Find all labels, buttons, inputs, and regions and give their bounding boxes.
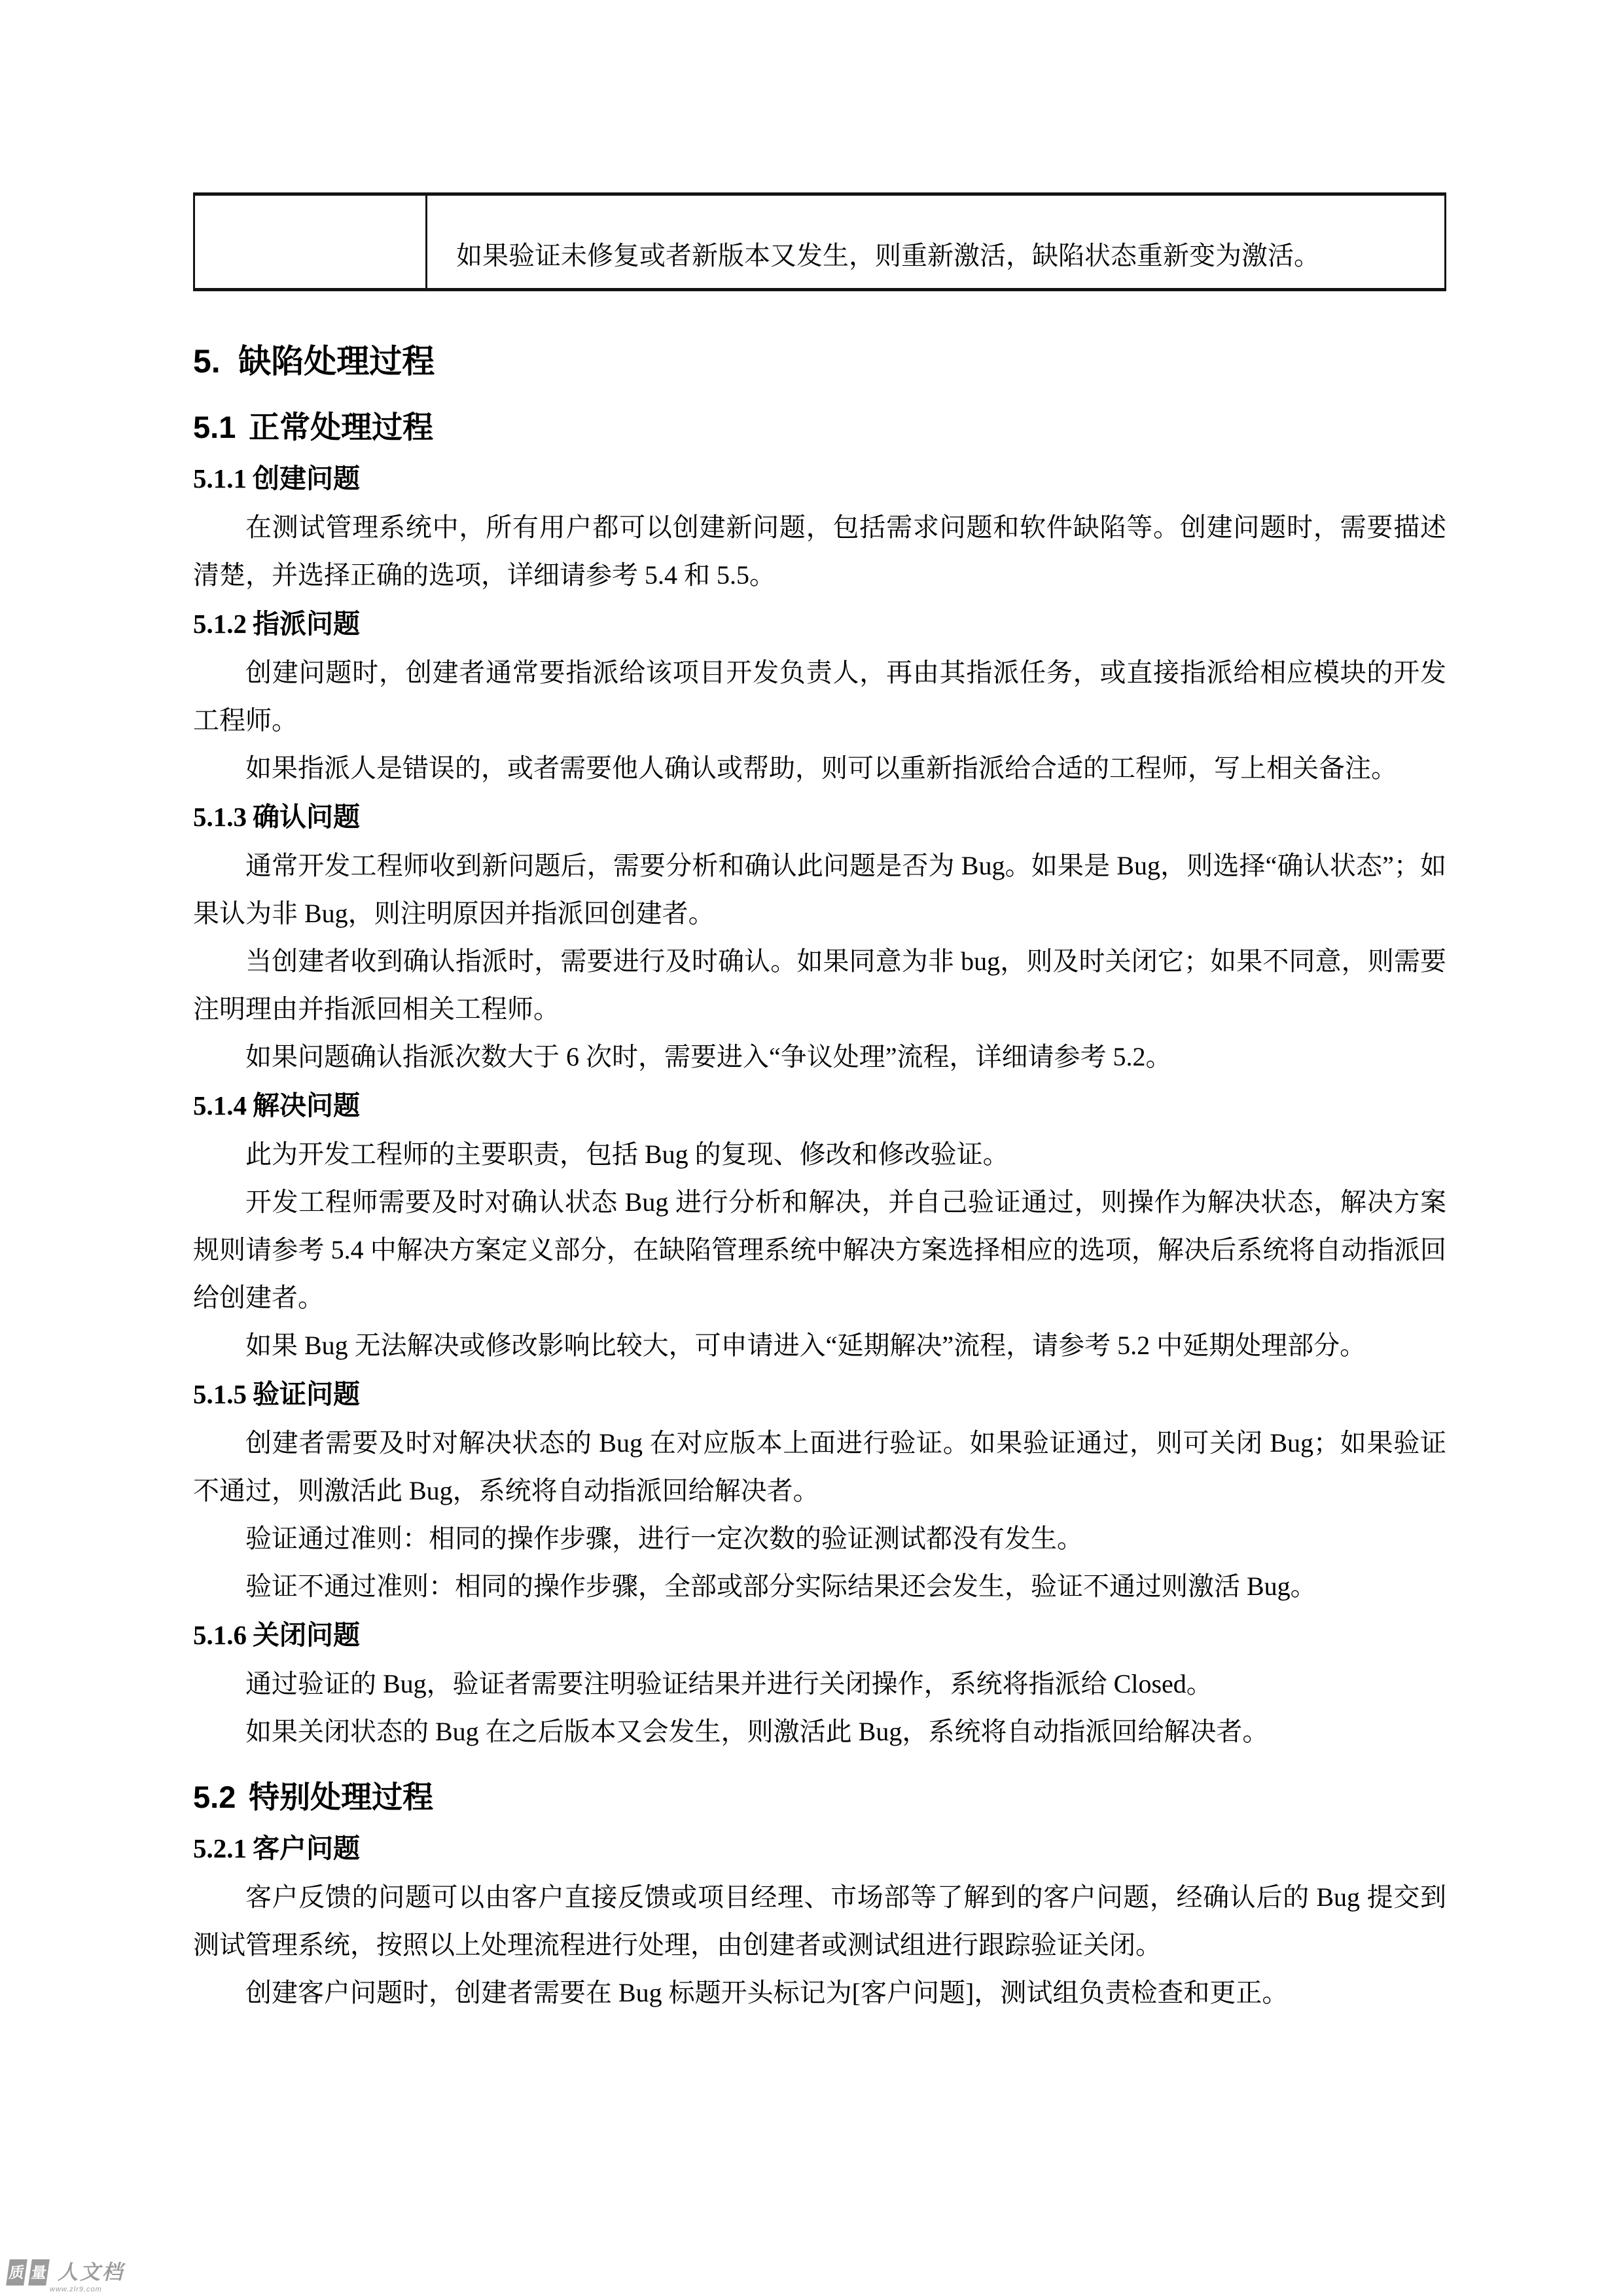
watermark-logo <box>8 2259 124 2287</box>
heading-5-1-1 <box>193 454 1446 503</box>
table-cell-empty <box>195 196 427 288</box>
heading-5-1-6 <box>193 1610 1446 1660</box>
paragraph: 客户反馈的问题可以由客户直接反馈或项目经理、市场部等了解到的客户问题，经确认后的 Bug 提交到测试管理系统，按照以上处理流程进行处理，由创建者或测试组进行跟踪验证关闭。 <box>193 1882 1446 1960</box>
paragraph: 开发工程师需要及时对确认状态 Bug 进行分析和解决，并自己验证通过，则操作为解决状态，解决方案规则请参考 5.4 中解决方案定义部分，在缺陷管理系统中解决方案选择相应的选项，解决后系统将自动指派回给创建者。 <box>193 1187 1446 1312</box>
heading-title: 创建问题 <box>253 463 361 493</box>
paragraph: 创建者需要及时对解决状态的 Bug 在对应版本上面进行验证。如果验证通过，则可关闭 Bug；如果验证不通过，则激活此 Bug，系统将自动指派回给解决者。 <box>193 1428 1446 1505</box>
paragraph: 通常开发工程师收到新问题后，需要分析和确认此问题是否为 Bug。如果是 Bug，则选择“确认状态”；如果认为非 Bug，则注明原因并指派回创建者。 <box>193 851 1446 928</box>
heading-number: 5.1.3 <box>193 802 247 832</box>
heading-number: 5.1.5 <box>193 1379 247 1409</box>
heading-5-1-4 <box>193 1081 1446 1130</box>
heading-title: 确认问题 <box>253 802 361 832</box>
paragraph: 通过验证的 Bug，验证者需要注明验证结果并进行关闭操作，系统将指派给 Closed。 <box>245 1669 1213 1698</box>
heading-number: 5. <box>193 343 221 380</box>
paragraph: 如果关闭状态的 Bug 在之后版本又会发生，则激活此 Bug，系统将自动指派回给解决者。 <box>245 1717 1269 1746</box>
heading-number: 5.2.1 <box>193 1833 247 1863</box>
heading-5-1 <box>193 401 1446 454</box>
heading-5-1-5 <box>193 1369 1446 1419</box>
heading-title: 指派问题 <box>253 609 361 639</box>
watermark-block-char: 质 <box>6 2259 27 2286</box>
heading-5-1-3 <box>193 792 1446 842</box>
heading-number: 5.1.4 <box>193 1090 247 1121</box>
heading-5 <box>193 337 1446 386</box>
heading-number: 5.1 <box>193 410 236 444</box>
paragraph: 验证通过准则：相同的操作步骤，进行一定次数的验证测试都没有发生。 <box>245 1524 1083 1553</box>
table-cell-text <box>427 196 1444 288</box>
heading-title: 解决问题 <box>253 1090 361 1121</box>
heading-number: 5.1.6 <box>193 1620 247 1650</box>
heading-number: 5.1.1 <box>193 463 247 493</box>
site-watermark <box>8 2259 124 2293</box>
watermark-url: www.zlr9.com <box>50 2286 102 2293</box>
heading-title: 缺陷处理过程 <box>238 343 435 380</box>
heading-5-2 <box>193 1771 1446 1823</box>
heading-title: 特别处理过程 <box>249 1780 434 1814</box>
watermark-block-char: 量 <box>28 2259 50 2286</box>
paragraph: 在测试管理系统中，所有用户都可以创建新问题，包括需求问题和软件缺陷等。创建问题时，需要描述清楚，并选择正确的选项，详细请参考 5.4 和 5.5。 <box>193 512 1446 590</box>
table-fragment <box>193 192 1446 291</box>
watermark-label: 人文档 <box>58 2261 124 2284</box>
paragraph: 创建客户问题时，创建者需要在 Bug 标题开头标记为[客户问题]，测试组负责检查和更正。 <box>245 1978 1289 2007</box>
heading-number: 5.1.2 <box>193 609 247 639</box>
heading-5-1-2 <box>193 599 1446 649</box>
heading-title: 验证问题 <box>253 1379 361 1409</box>
heading-5-2-1 <box>193 1823 1446 1873</box>
paragraph: 如果问题确认指派次数大于 6 次时，需要进入“争议处理”流程，详细请参考 5.2。 <box>245 1042 1172 1071</box>
paragraph: 如果指派人是错误的，或者需要他人确认或帮助，则可以重新指派给合适的工程师，写上相关备注。 <box>245 753 1397 783</box>
paragraph: 如果 Bug 无法解决或修改影响比较大，可申请进入“延期解决”流程，请参考 5.2 中延期处理部分。 <box>245 1331 1366 1360</box>
paragraph: 创建问题时，创建者通常要指派给该项目开发负责人，再由其指派任务，或直接指派给相应模块的开发工程师。 <box>193 658 1446 735</box>
heading-number: 5.2 <box>193 1780 236 1814</box>
heading-title: 客户问题 <box>253 1833 361 1863</box>
table-cell-text-content: 如果验证未修复或者新版本又发生，则重新激活，缺陷状态重新变为激活。 <box>456 241 1320 270</box>
paragraph: 当创建者收到确认指派时，需要进行及时确认。如果同意为非 bug，则及时关闭它；如果不同意，则需要注明理由并指派回相关工程师。 <box>193 946 1446 1024</box>
heading-title: 正常处理过程 <box>249 410 434 444</box>
paragraph: 此为开发工程师的主要职责，包括 Bug 的复现、修改和修改验证。 <box>245 1139 1009 1169</box>
document-body <box>193 192 1446 2017</box>
heading-title: 关闭问题 <box>253 1620 361 1650</box>
paragraph: 验证不通过准则：相同的操作步骤，全部或部分实际结果还会发生，验证不通过则激活 Bug。 <box>245 1571 1317 1601</box>
